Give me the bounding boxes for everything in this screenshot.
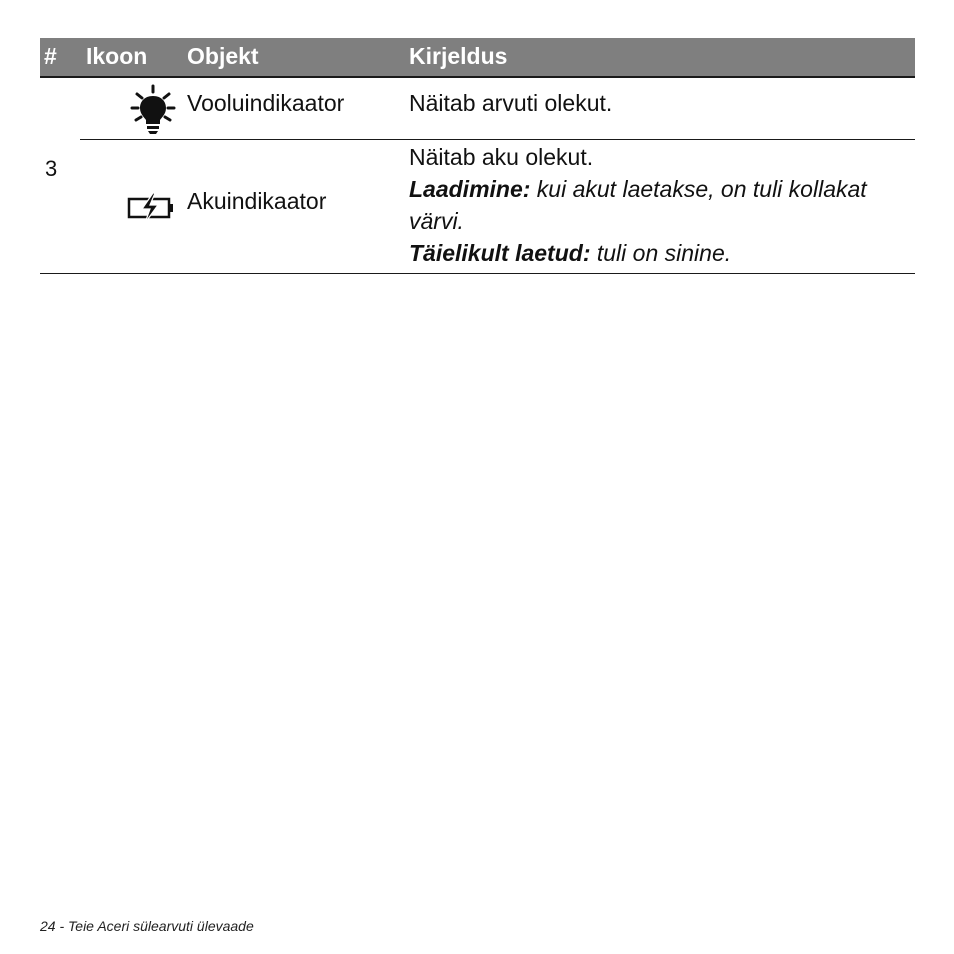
table-bottom-rule — [40, 273, 915, 274]
row-group-number: 3 — [45, 156, 58, 181]
description-line: Näitab aku olekut. — [409, 144, 594, 170]
object-name: Akuindikaator — [187, 188, 327, 214]
battery-charging-icon — [127, 192, 175, 224]
table-header — [40, 38, 915, 78]
charging-label: Laadimine: — [409, 176, 531, 202]
object-description — [409, 141, 909, 269]
charging-description — [409, 173, 909, 237]
header-number: # — [44, 43, 57, 69]
table-row — [80, 140, 915, 273]
object-name: Vooluindikaator — [187, 90, 345, 116]
full-text: tuli on sinine. — [590, 240, 732, 266]
table-body — [40, 78, 915, 274]
header-object: Objekt — [187, 43, 259, 69]
table-row — [80, 78, 915, 140]
header-description: Kirjeldus — [409, 43, 508, 69]
object-description: Näitab arvuti olekut. — [409, 90, 613, 116]
power-light-icon — [128, 84, 178, 136]
charging-text: kui akut laetakse, on tuli kollakat värvi. — [409, 176, 867, 234]
full-label: Täielikult laetud: — [409, 240, 591, 266]
header-icon: Ikoon — [86, 43, 148, 69]
full-description — [409, 237, 909, 269]
page-footer: 24 - Teie Aceri sülearvuti ülevaade — [40, 918, 254, 934]
indicator-table — [40, 38, 915, 274]
